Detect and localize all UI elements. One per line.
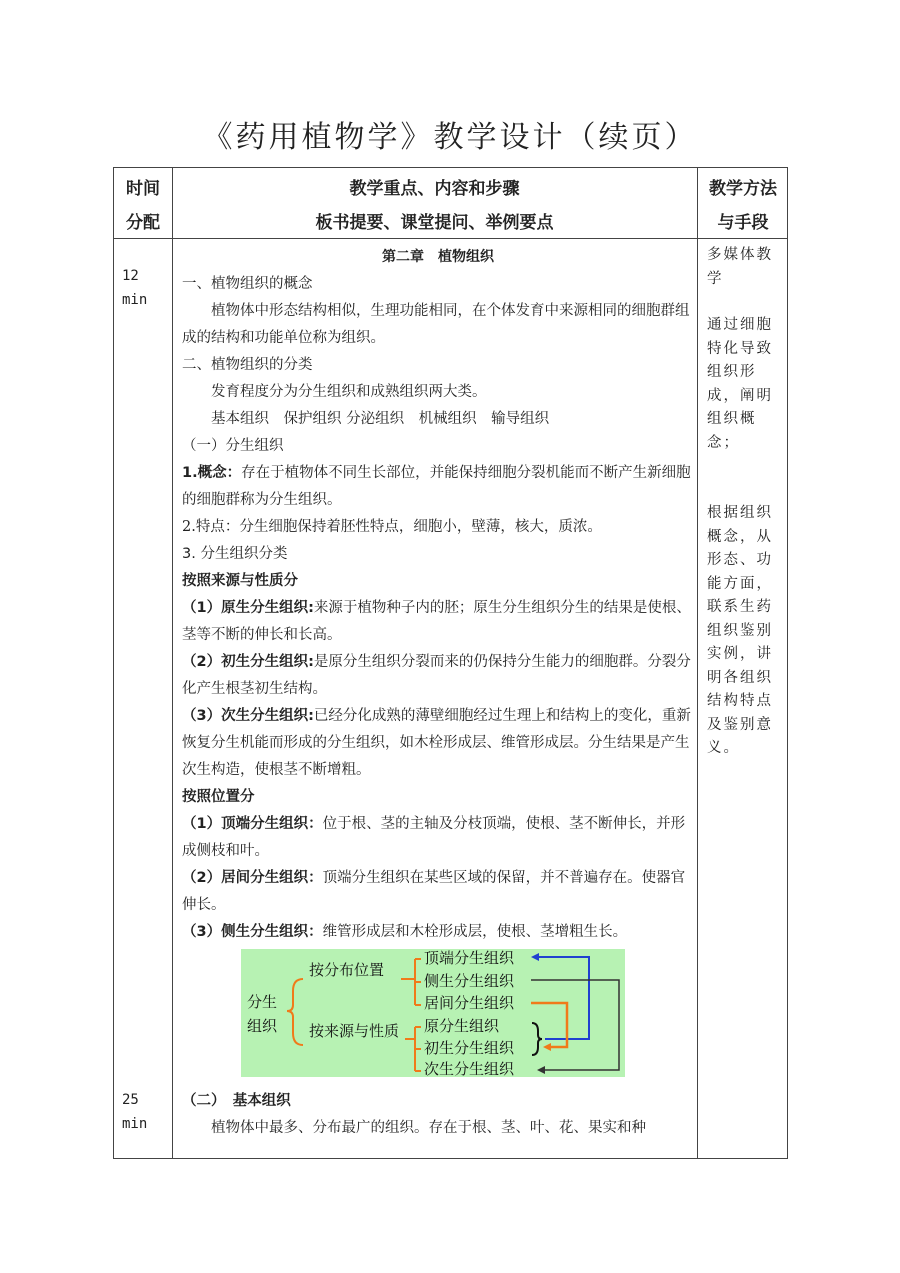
diagram-branch-origin: 按来源与性质 bbox=[309, 1022, 400, 1040]
chapter-title: 第二章 植物组织 bbox=[382, 249, 494, 265]
text: 顶端分生组织在某些区域的保留，并不普遍存在。使器官伸长。 bbox=[182, 870, 686, 913]
column-divider bbox=[697, 168, 698, 1158]
label: （1）原生分生组织: bbox=[182, 600, 314, 616]
diagram-root-line2: 组织 bbox=[247, 1017, 278, 1035]
text: 来源于植物种子内的胚；原生分生组织分生的结果是使根、茎等不断的伸长和长高。 bbox=[182, 600, 691, 643]
diagram-origin-item: 原分生组织 bbox=[424, 1017, 500, 1035]
header-content-line1: 教学重点、内容和步骤 bbox=[349, 179, 520, 199]
method-note: 通过细胞特化导致组织形成，阐明组织概念； bbox=[707, 317, 773, 451]
section-heading: 一、植物组织的概念 bbox=[182, 276, 313, 292]
header-content bbox=[172, 172, 697, 240]
diagram-origin-item: 次生分生组织 bbox=[424, 1060, 515, 1077]
method-note: 根据组织概念，从形态、功能方面，联系生药组织鉴别实例，讲明各组织结构特点及鉴别意义。 bbox=[707, 505, 773, 756]
label: （3）次生分生组织: bbox=[182, 708, 314, 724]
label: （3）侧生分生组织： bbox=[182, 924, 323, 940]
header-content-line2: 板书提要、课堂提问、举例要点 bbox=[315, 213, 554, 233]
paragraph bbox=[182, 460, 694, 514]
origin-pair-brace bbox=[532, 1023, 542, 1055]
paragraph: 2.特点：分生细胞保持着胚性特点，细胞小，壁薄，核大，质浓。 bbox=[182, 519, 602, 535]
paragraph: 3. 分生组织分类 bbox=[182, 546, 288, 562]
paragraph bbox=[182, 595, 694, 649]
classification-diagram bbox=[241, 949, 625, 1077]
diagram-branch-position: 按分布位置 bbox=[309, 961, 385, 979]
diagram-pos-item: 顶端分生组织 bbox=[424, 949, 515, 967]
header-method-line1: 教学方法 bbox=[709, 179, 777, 199]
arrow-icon bbox=[543, 1043, 551, 1051]
diagram-pos-item: 侧生分生组织 bbox=[424, 972, 515, 990]
column-divider bbox=[172, 168, 173, 1158]
paragraph bbox=[182, 703, 694, 784]
label: （1）顶端分生组织： bbox=[182, 816, 323, 832]
paragraph: 发育程度分为分生组织和成熟组织两大类。 bbox=[211, 384, 487, 400]
paragraph bbox=[182, 649, 694, 703]
label: 1.概念： bbox=[182, 465, 242, 481]
arrow-icon bbox=[531, 953, 539, 961]
paragraph: 基本组织 保护组织 分泌组织 机械组织 输导组织 bbox=[211, 411, 550, 427]
subheading: 按照来源与性质分 bbox=[182, 573, 298, 589]
spacer bbox=[707, 455, 783, 502]
time-unit: min bbox=[122, 1116, 148, 1132]
document-title: 《药用植物学》教学设计（续页） bbox=[202, 120, 698, 155]
diagram-pos-item: 居间分生组织 bbox=[424, 994, 515, 1012]
time-value: 12 bbox=[122, 268, 139, 284]
paragraph: 植物体中最多、分布最广的组织。存在于根、茎、叶、花、果实和种 bbox=[211, 1120, 646, 1136]
subsection-heading: （二） 基本组织 bbox=[182, 1093, 291, 1109]
content-column bbox=[182, 244, 694, 946]
paragraph: 植物体中形态结构相似，生理功能相同，在个体发育中来源相同的细胞群组成的结构和功能单位称为组织。 bbox=[182, 303, 690, 346]
time-unit: min bbox=[122, 292, 148, 308]
text: 是原分生组织分裂而来的仍保持分生能力的细胞群。分裂分化产生根茎初生结构。 bbox=[182, 654, 691, 697]
diagram-root-line1: 分生 bbox=[247, 993, 278, 1011]
apical-link-line bbox=[535, 957, 589, 1039]
classification-diagram-svg bbox=[241, 949, 625, 1077]
header-time-line1: 时间 bbox=[126, 179, 160, 199]
paragraph bbox=[182, 811, 694, 865]
diagram-origin-item: 初生分生组织 bbox=[424, 1039, 515, 1057]
basic-tissue-section bbox=[182, 1088, 694, 1142]
paragraph bbox=[182, 865, 694, 919]
label: （2）居间分生组织： bbox=[182, 870, 323, 886]
header-time bbox=[114, 172, 172, 240]
subheading: 按照位置分 bbox=[182, 789, 255, 805]
lesson-table bbox=[113, 167, 788, 1159]
time-slot-1 bbox=[122, 264, 147, 312]
text: 已经分化成熟的薄壁细胞经过生理上和结构上的变化，重新恢复分生机能而形成的分生组织，如木栓形成层、维管形成层。分生结果是产生次生构造，使根茎不断增粗。 bbox=[182, 708, 691, 778]
label: （2）初生分生组织: bbox=[182, 654, 314, 670]
section-heading: 二、植物组织的分类 bbox=[182, 357, 313, 373]
text: 存在于植物体不同生长部位，并能保持细胞分裂机能而不断产生新细胞的细胞群称为分生组织。 bbox=[182, 465, 691, 508]
lateral-link-line bbox=[531, 980, 619, 1070]
root-brace bbox=[287, 979, 303, 1045]
header-method-line2: 与手段 bbox=[717, 213, 769, 233]
text: 位于根、茎的主轴及分枝顶端，使根、茎不断伸长，并形成侧枝和叶。 bbox=[182, 816, 686, 859]
origin-brace bbox=[405, 1027, 421, 1071]
subsection-heading: （一）分生组织 bbox=[182, 438, 284, 454]
header-time-line2: 分配 bbox=[126, 213, 160, 233]
header-method bbox=[697, 172, 789, 240]
method-column bbox=[707, 244, 783, 761]
time-slot-2 bbox=[122, 1088, 147, 1136]
text: 维管形成层和木栓形成层，使根、茎增粗生长。 bbox=[322, 924, 628, 940]
paragraph bbox=[182, 919, 694, 946]
time-value: 25 bbox=[122, 1092, 139, 1108]
method-note: 多媒体教学 bbox=[707, 247, 773, 287]
spacer bbox=[707, 291, 783, 314]
arrow-icon bbox=[537, 1066, 545, 1074]
position-brace bbox=[401, 959, 421, 1005]
